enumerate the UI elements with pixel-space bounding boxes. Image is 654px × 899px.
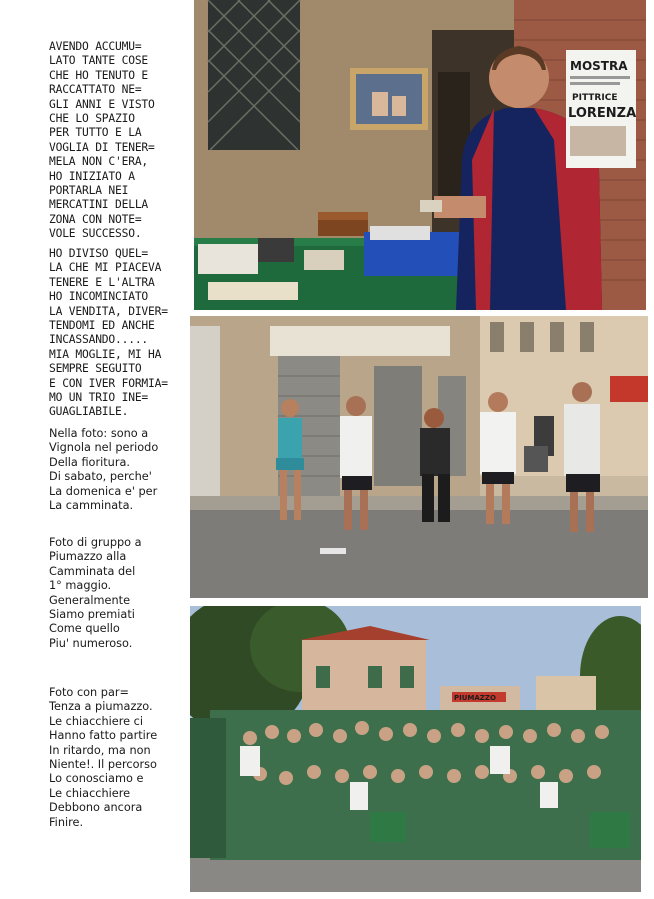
poster-name: LORENZA (568, 106, 637, 121)
banner-text: PIUMAZZO (454, 694, 496, 702)
poster-subtitle: PITTRICE (572, 93, 618, 103)
caption-group-photo: Foto di gruppo a Piumazzo alla Camminata del 1° maggio. Generalmente Siamo premiati Come quello Piu' numeroso. (49, 536, 142, 650)
photo-group (190, 606, 641, 892)
caption-sales: HO DIVISO QUEL= LA CHE MI PIACEVA TENERE E L'ALTRA HO INCOMINCIATO LA VENDITA, DIVER= TENDOMI ED ANCHE INCASSANDO..... MIA MOGLIE, MI HA SEMPRE SEGUITO E CON IVER FORMIA= MO UN TRIO INE= GUAGLIABILE. (49, 247, 168, 419)
caption-market: AVENDO ACCUMU= LATO TANTE COSE CHE HO TENUTO E RACCATTATO NE= GLI ANNI E VISTO CHE LO SPAZIO PER TUTTO E LA VOGLIA DI TENER= MELA NON C'ERA, HO INIZIATO A PORTARLA NEI MERCATINI DELLA ZONA CON NOTE= VOLE SUCCESSO. (49, 40, 155, 241)
caption-start-photo: Foto con par= Tenza a piumazzo. Le chiacchiere ci Hanno fatto partire In ritardo, ma non Niente!. Il percorso Lo conosciamo e Le chiacchiere Debbono ancora Finire. (49, 686, 158, 829)
caption-vignola-walk: Nella foto: sono a Vignola nel periodo Della fioritura. Di sabato, perche' La domenica e' per La camminata. (49, 427, 159, 513)
photo-market-stall (194, 0, 646, 310)
poster-title: MOSTRA (570, 59, 628, 73)
photo-runners-street (190, 316, 648, 598)
